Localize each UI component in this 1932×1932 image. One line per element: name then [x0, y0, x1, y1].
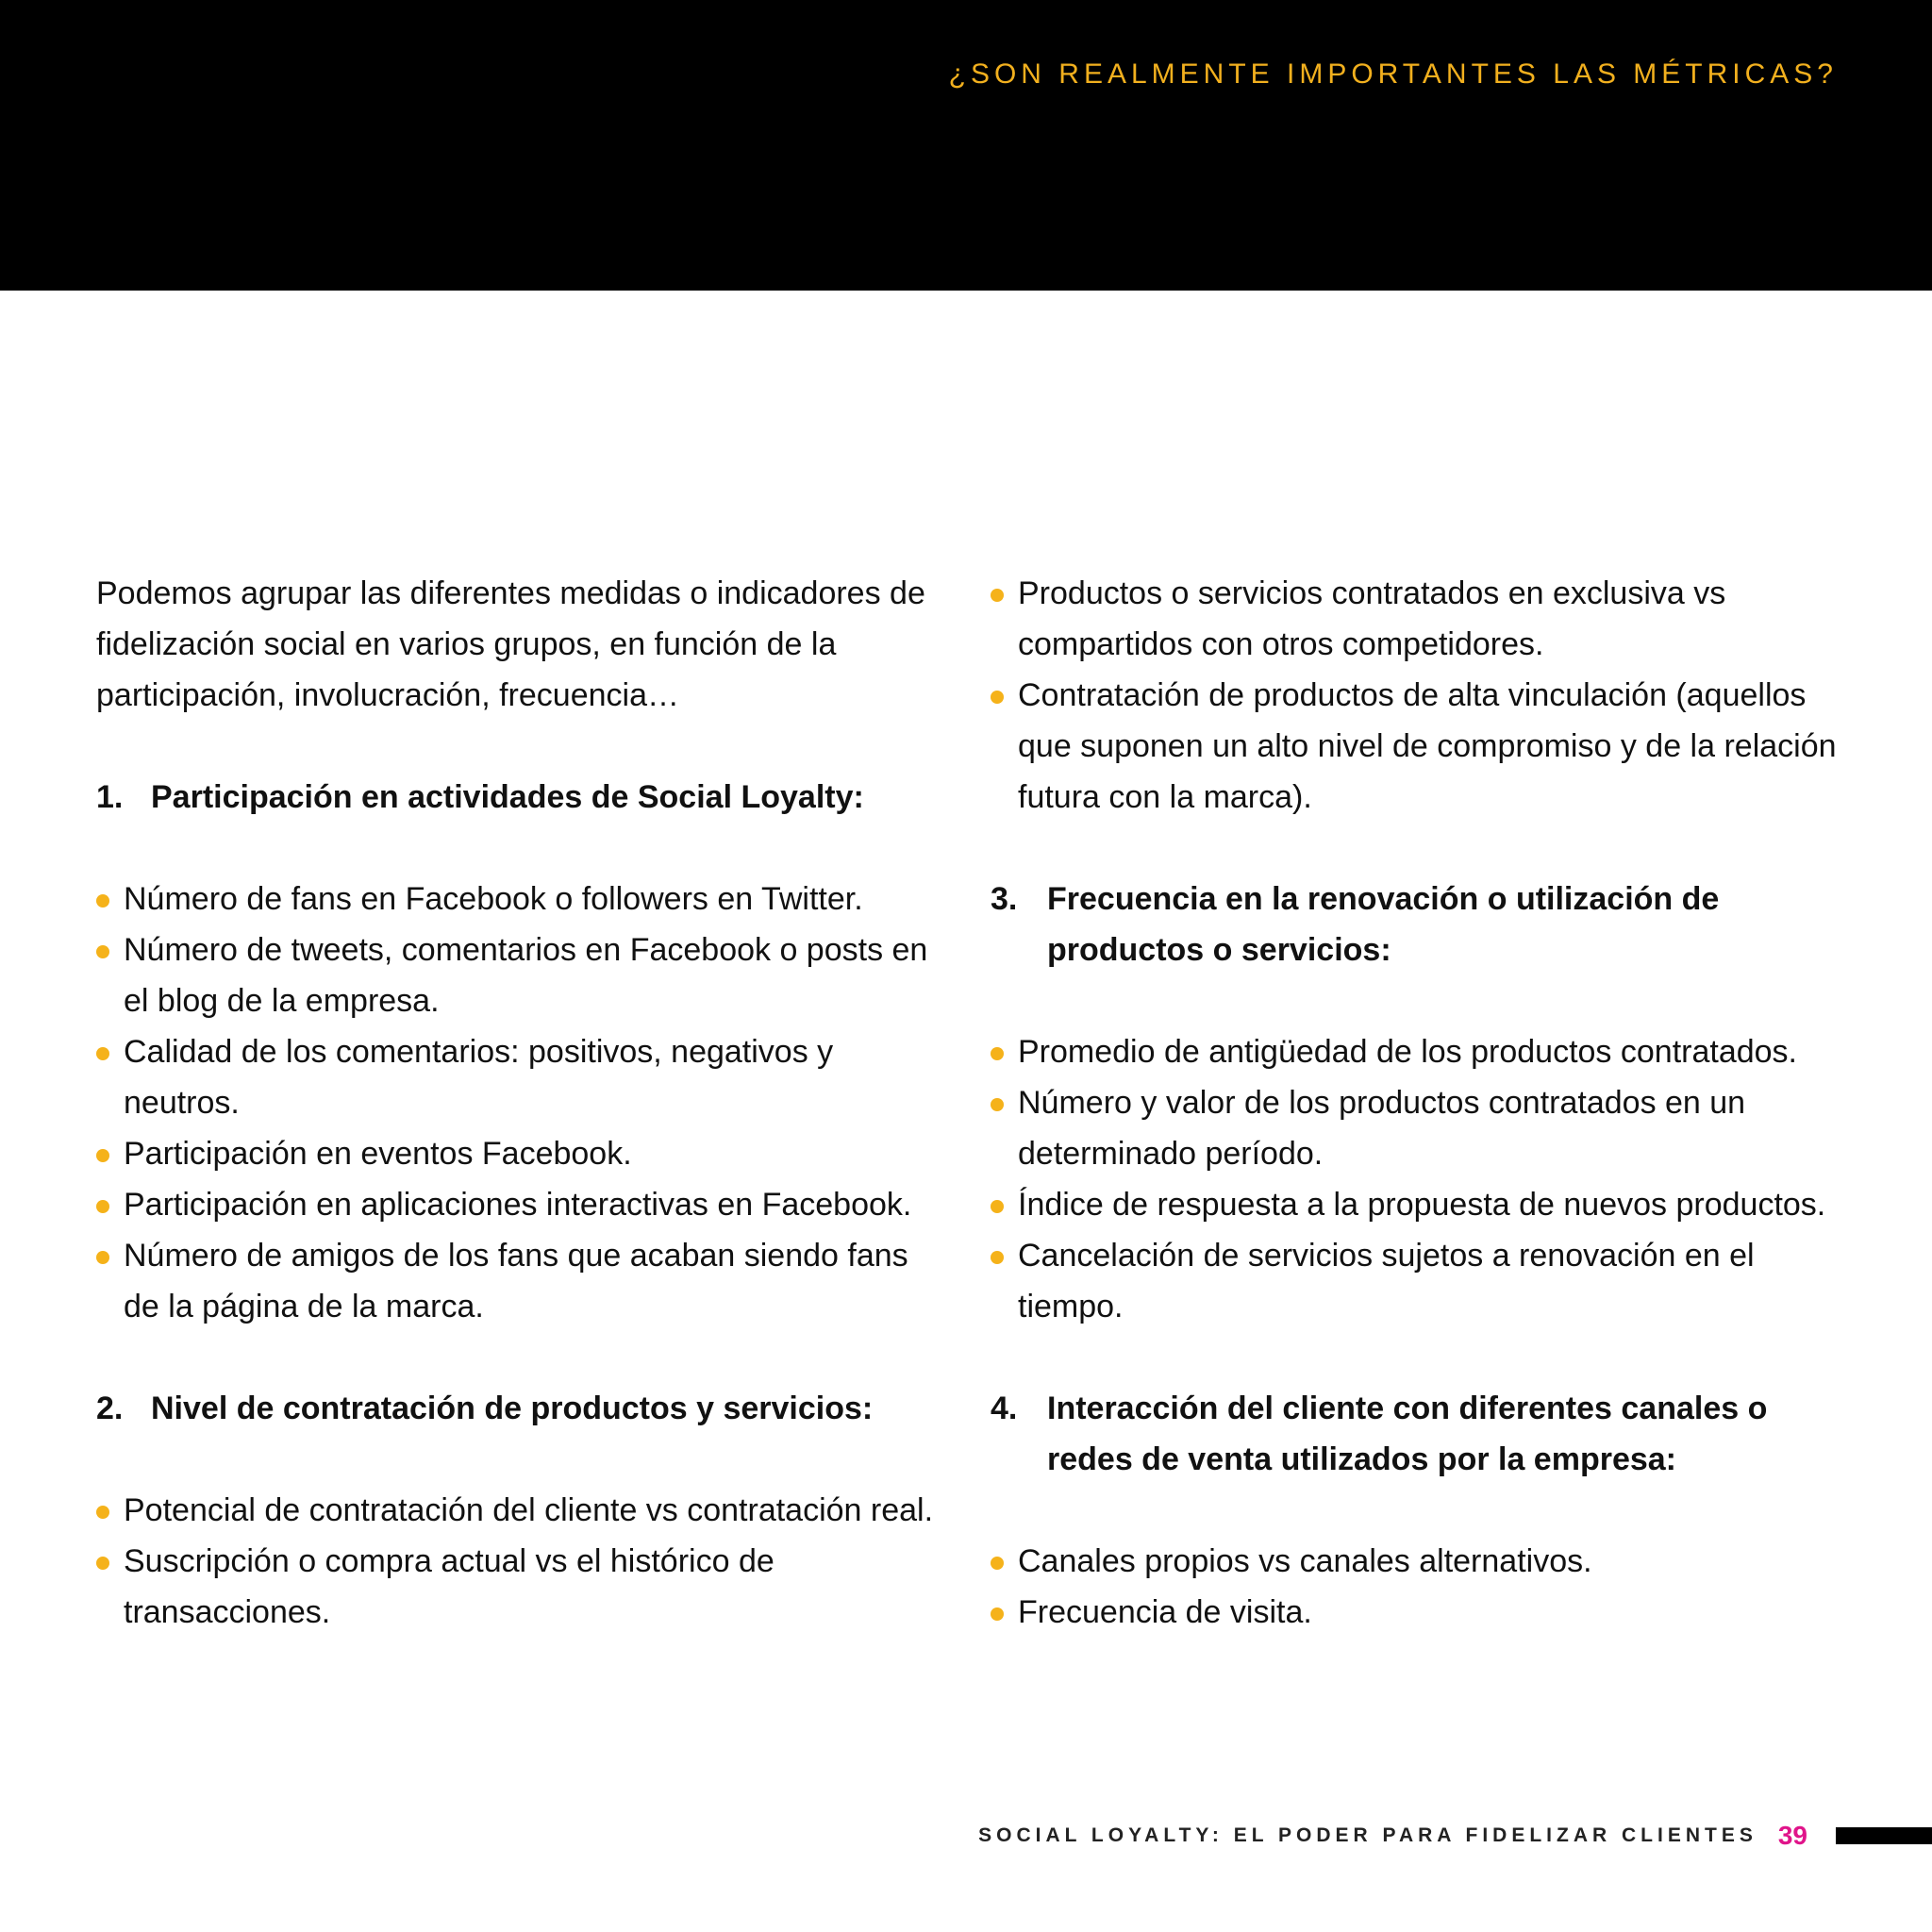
section-heading-2	[96, 1383, 945, 1434]
bullet-icon	[96, 1149, 109, 1162]
left-column	[96, 568, 945, 1638]
section-heading-1	[96, 772, 945, 823]
list-item-text: Calidad de los comentarios: positivos, negativos y neutros.	[124, 1034, 834, 1121]
list-item	[991, 1536, 1840, 1587]
list-item-text: Participación en aplicaciones interactivas en Facebook.	[124, 1187, 912, 1223]
bullet-list-2-continued	[991, 568, 1840, 823]
bullet-icon	[991, 1098, 1004, 1111]
bullet-icon	[96, 1047, 109, 1060]
bullet-icon	[991, 589, 1004, 602]
list-item	[96, 1026, 945, 1128]
chapter-title: ¿SON REALMENTE IMPORTANTES LAS MÉTRICAS?	[948, 58, 1838, 90]
list-item-text: Índice de respuesta a la propuesta de nuevos productos.	[1018, 1187, 1826, 1223]
list-item-text: Cancelación de servicios sujetos a renovación en el tiempo.	[1018, 1238, 1755, 1324]
page-footer	[978, 1819, 1932, 1853]
list-item-text: Suscripción o compra actual vs el histórico de transacciones.	[124, 1543, 774, 1630]
bullet-icon	[96, 1506, 109, 1519]
section-heading-4	[991, 1383, 1840, 1485]
list-item-text: Promedio de antigüedad de los productos contratados.	[1018, 1034, 1797, 1070]
list-item-text: Número de fans en Facebook o followers en Twitter.	[124, 881, 863, 917]
list-item-text: Número de tweets, comentarios en Facebook o posts en el blog de la empresa.	[124, 932, 928, 1019]
bullet-list-1	[96, 874, 945, 1332]
bullet-icon	[96, 1200, 109, 1213]
list-item-text: Frecuencia de visita.	[1018, 1594, 1312, 1630]
list-item-text: Potencial de contratación del cliente vs contratación real.	[124, 1492, 934, 1528]
list-item	[991, 1230, 1840, 1332]
list-item	[96, 874, 945, 924]
bullet-icon	[991, 1251, 1004, 1264]
bullet-icon	[991, 1607, 1004, 1621]
list-item	[991, 1587, 1840, 1638]
section-title: Frecuencia en la renovación o utilización de productos o servicios:	[1047, 881, 1720, 968]
bullet-icon	[991, 1200, 1004, 1213]
list-item-text: Número de amigos de los fans que acaban siendo fans de la página de la marca.	[124, 1238, 908, 1324]
section-number: 1.	[96, 779, 124, 815]
section-number: 2.	[96, 1391, 124, 1426]
page-number: 39	[1777, 1821, 1807, 1850]
header-band	[0, 0, 1932, 291]
list-item	[96, 1230, 945, 1332]
bullet-icon	[96, 1251, 109, 1264]
list-item	[991, 568, 1840, 670]
bullet-list-2	[96, 1485, 945, 1638]
section-number: 4.	[991, 1391, 1018, 1426]
bullet-icon	[991, 1557, 1004, 1570]
section-title: Participación en actividades de Social Loyalty:	[151, 779, 864, 815]
list-item-text: Participación en eventos Facebook.	[124, 1136, 632, 1172]
list-item	[991, 1179, 1840, 1230]
bullet-icon	[991, 1047, 1004, 1060]
intro-paragraph: Podemos agrupar las diferentes medidas o indicadores de fidelización social en varios grupos, en función de la participación, involucración, frecuencia…	[96, 575, 925, 713]
list-item	[96, 1128, 945, 1179]
list-item	[96, 1485, 945, 1536]
list-item	[96, 1536, 945, 1638]
right-column	[991, 568, 1840, 1638]
section-number: 3.	[991, 881, 1018, 917]
bullet-list-3	[991, 1026, 1840, 1332]
section-heading-3	[991, 874, 1840, 975]
bullet-icon	[96, 945, 109, 958]
bullet-icon	[991, 691, 1004, 704]
footer-book-title: SOCIAL LOYALTY: EL PODER PARA FIDELIZAR CLIENTES	[978, 1824, 1757, 1846]
list-item	[991, 1026, 1840, 1077]
footer-bar	[1836, 1827, 1932, 1844]
list-item	[96, 1179, 945, 1230]
list-item-text: Número y valor de los productos contratados en un determinado período.	[1018, 1085, 1746, 1172]
section-title: Nivel de contratación de productos y servicios:	[151, 1391, 874, 1426]
bullet-list-4	[991, 1536, 1840, 1638]
bullet-icon	[96, 1557, 109, 1570]
list-item-text: Canales propios vs canales alternativos.	[1018, 1543, 1592, 1579]
list-item	[96, 924, 945, 1026]
list-item-text: Productos o servicios contratados en exclusiva vs compartidos con otros competidores.	[1018, 575, 1726, 662]
bullet-icon	[96, 894, 109, 908]
section-title: Interacción del cliente con diferentes canales o redes de venta utilizados por la empresa:	[1047, 1391, 1768, 1477]
list-item	[991, 1077, 1840, 1179]
list-item-text: Contratación de productos de alta vinculación (aquellos que suponen un alto nivel de compromiso y de la relación futura con la marca).	[1018, 677, 1837, 815]
list-item	[991, 670, 1840, 823]
